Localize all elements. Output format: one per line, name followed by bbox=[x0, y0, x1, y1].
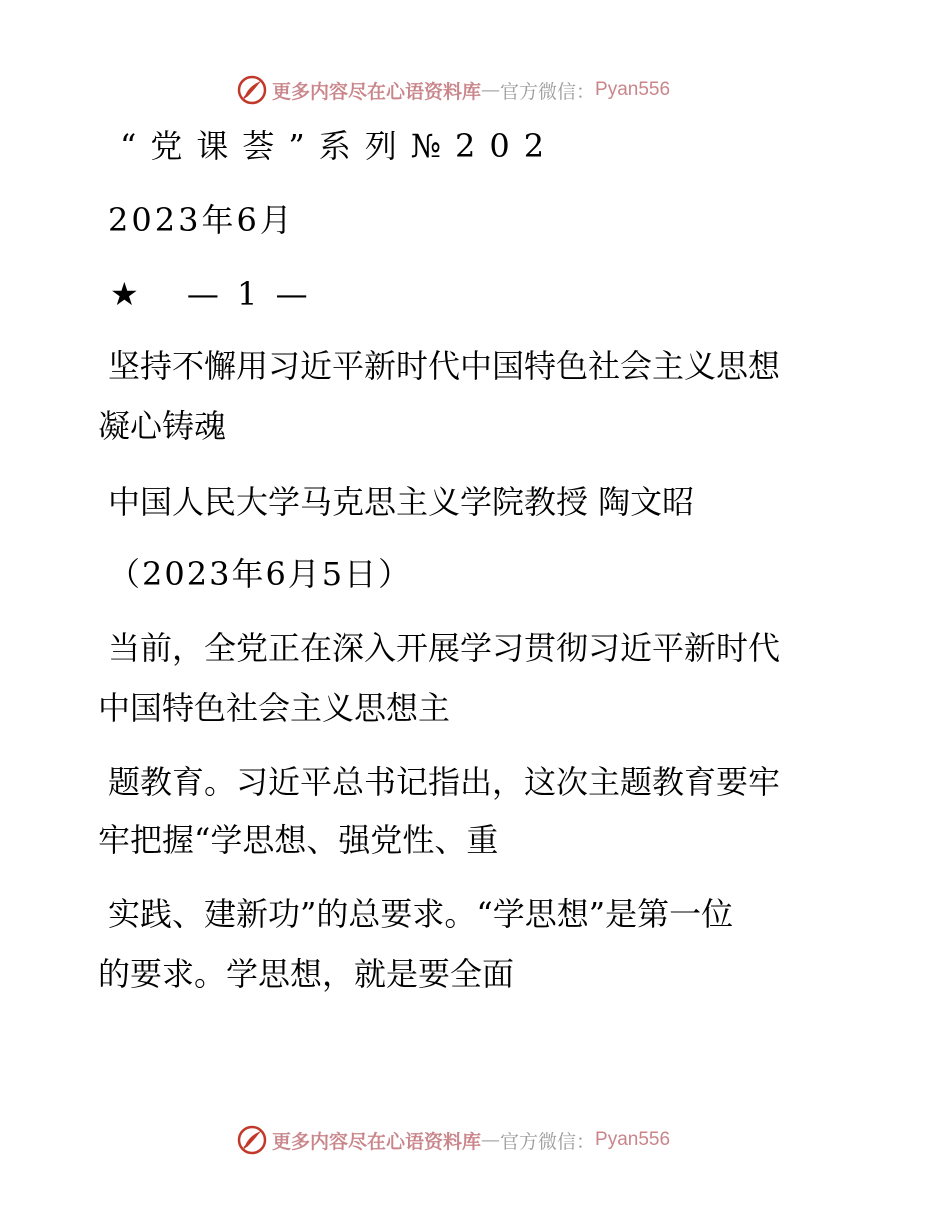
watermark-text: 更多内容尽在心语资料库 bbox=[272, 80, 482, 103]
watermark-header bbox=[236, 72, 670, 108]
page-number: — 1 — bbox=[186, 275, 312, 313]
watermark-contact-label: 官方微信： bbox=[500, 80, 596, 103]
series-title: “党课荟”系列№202 bbox=[120, 127, 559, 165]
watermark-text: 更多内容尽在心语资料库 bbox=[272, 1130, 482, 1153]
article-author: 中国人民大学马克思主义学院教授 陶文昭 bbox=[108, 483, 695, 521]
page-marker-line bbox=[110, 274, 312, 314]
body-line: 牢把握“学思想、强党性、重 bbox=[98, 821, 499, 859]
watermark-footer bbox=[236, 1122, 670, 1158]
watermark-contact-id: Pyan556 bbox=[595, 79, 671, 100]
watermark-contact-label: 官方微信： bbox=[500, 1130, 596, 1153]
watermark-contact-id: Pyan556 bbox=[595, 1129, 671, 1150]
body-line: 题教育。习近平总书记指出，这次主题教育要牢 bbox=[108, 763, 781, 801]
issue-month: 2023年6月 bbox=[108, 201, 295, 239]
star-icon: ★ bbox=[110, 275, 143, 313]
article-title-line-2: 凝心铸魂 bbox=[98, 407, 227, 445]
article-title-line-1: 坚持不懈用习近平新时代中国特色社会主义思想 bbox=[108, 347, 781, 385]
body-line: 的要求。学思想，就是要全面 bbox=[98, 955, 515, 993]
body-line: 实践、建新功”的总要求。“学思想”是第一位 bbox=[108, 895, 734, 933]
watermark-separator: — bbox=[481, 1129, 501, 1151]
watermark-separator: — bbox=[481, 79, 501, 101]
brush-logo-icon bbox=[236, 1124, 268, 1156]
body-line: 当前，全党正在深入开展学习贯彻习近平新时代 bbox=[108, 629, 781, 667]
body-line: 中国特色社会主义思想主 bbox=[98, 689, 451, 727]
brush-logo-icon bbox=[236, 74, 268, 106]
article-date: （2023年6月5日） bbox=[108, 555, 413, 593]
